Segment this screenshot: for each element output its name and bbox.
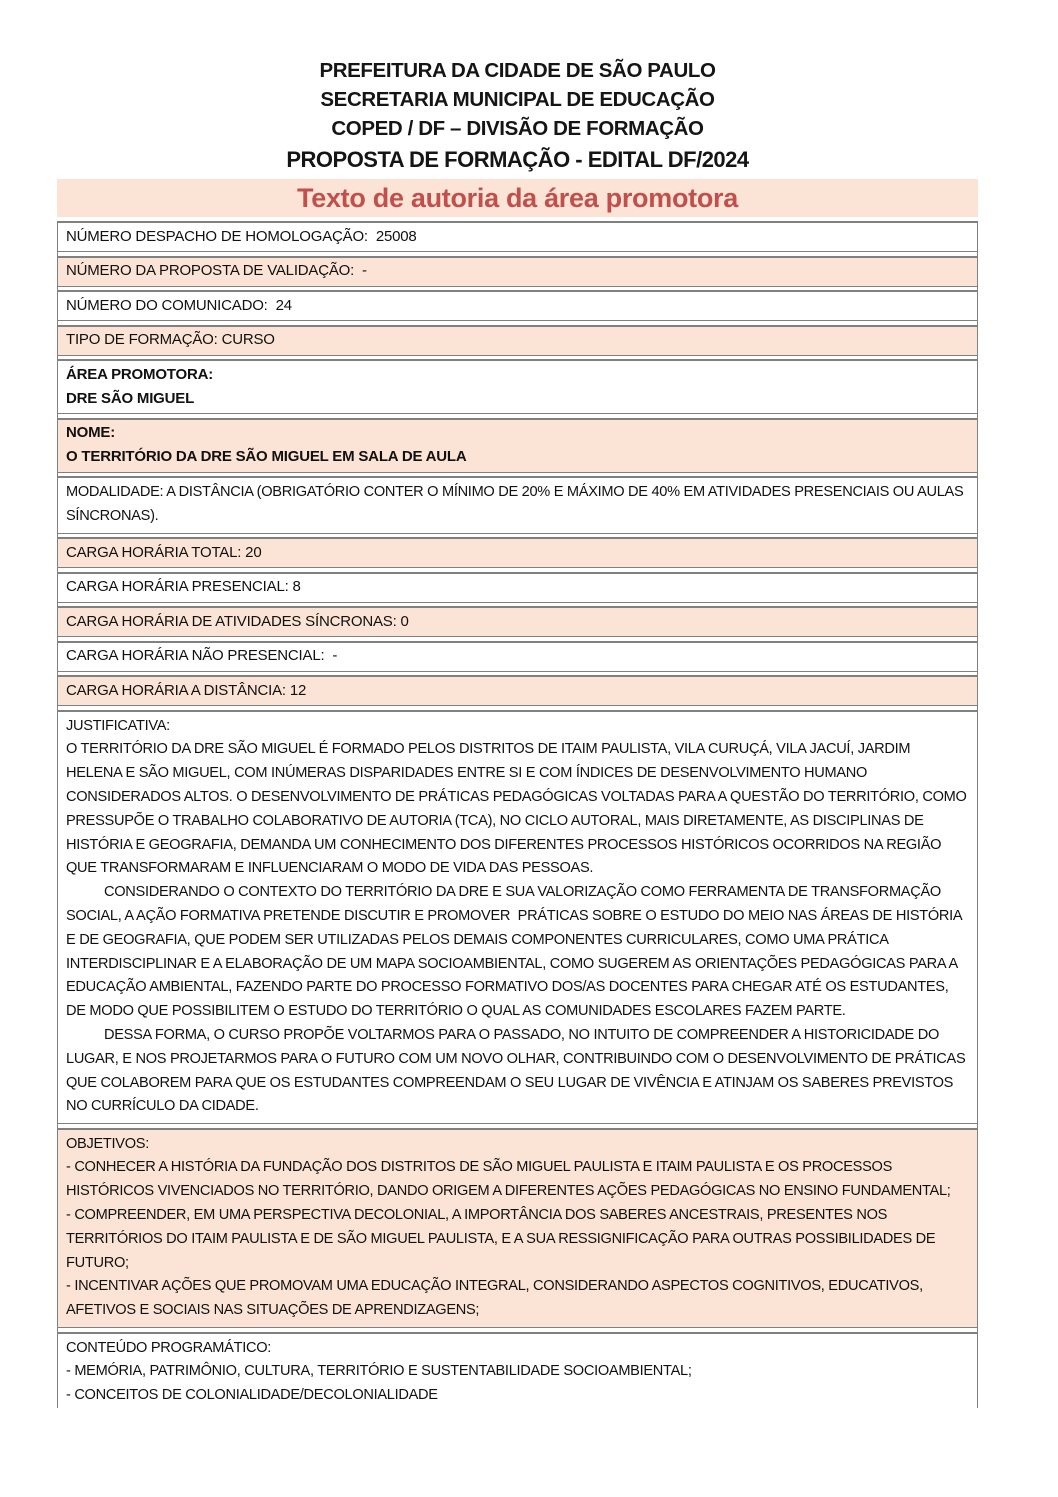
row-text: JUSTIFICATIVA: (66, 717, 170, 734)
table-row (57, 418, 978, 473)
row-text: CARGA HORÁRIA NÃO PRESENCIAL: - (66, 647, 338, 665)
header-line-coped: COPED / DF – DIVISÃO DE FORMAÇÃO (331, 117, 704, 140)
banner-title: Texto de autoria da área promotora (57, 179, 978, 217)
row-text: CARGA HORÁRIA A DISTÂNCIA: 12 (66, 681, 307, 699)
table-row (57, 1332, 978, 1408)
row-text: CARGA HORÁRIA TOTAL: 20 (66, 543, 262, 561)
row-text: OBJETIVOS: (66, 1135, 149, 1152)
row-text: O TERRITÓRIO DA DRE SÃO MIGUEL É FORMADO PELOS DISTRITOS DE ITAIM PAULISTA, VILA CURUÇÁ, VILA JACUÍ, JARDIM HELENA E SÃO MIGUEL, COM INÚMERAS DISPARIDADES ENTRE SI E COM ÍNDICES DE DESENVOLVIMENTO HUMANO CONSIDERADOS ALTOS. O DESENVOLVIMENTO DE PRÁTICAS PEDAGÓGICAS VOLTADAS PARA A QUESTÃO DO TERRITÓRIO, COMO PRESSUPÕE O TRABALHO COLABORATIVO DE AUTORIA (TCA), NO CICLO AUTORAL, MAIS DIRETAMENTE, AS DISCIPLINAS DE HISTÓRIA E GEOGRAFIA, DEMANDA UM CONHECIMENTO DOS DIFERENTES PROCESSOS HISTÓRICOS OCORRIDOS NA REGIÃO QUE TRANSFORMARAM E INFLUENCIARAM O MODO DE VIDA DAS PESSOAS. (66, 741, 971, 877)
row-text: NÚMERO DA PROPOSTA DE VALIDAÇÃO: - (66, 262, 367, 279)
row-text: - MEMÓRIA, PATRIMÔNIO, CULTURA, TERRITÓRIO E SUSTENTABILIDADE SOCIOAMBIENTAL; (66, 1363, 692, 1380)
table-row (57, 256, 978, 287)
row-text: O TERRITÓRIO DA DRE SÃO MIGUEL EM SALA DE AULA (66, 448, 467, 465)
table-row (57, 476, 978, 534)
row-text: MODALIDADE: A DISTÂNCIA (OBRIGATÓRIO CONTER O MÍNIMO DE 20% E MÁXIMO DE 40% EM ATIVIDADES PRESENCIAIS OU AULAS SÍNCRONAS). (66, 484, 968, 524)
row-text: DESSA FORMA, O CURSO PROPÕE VOLTARMOS PARA O PASSADO, NO INTUITO DE COMPREENDER A HISTORICIDADE DO LUGAR, E NOS PROJETARMOS PARA O FUTURO COM UM NOVO OLHAR, CONTRIBUINDO COM O DESENVOLVIMENTO DE PRÁTICAS QUE COLABOREM PARA QUE OS ESTUDANTES COMPREENDAM O SEU LUGAR DE VIVÊNCIA E ATINJAM OS SABERES PREVISTOS NO CURRÍCULO DA CIDADE. (66, 1026, 970, 1115)
row-text: DRE SÃO MIGUEL (66, 389, 195, 407)
row-text: TIPO DE FORMAÇÃO: CURSO (66, 331, 275, 348)
table-row (57, 290, 978, 321)
header-line-proposta: PROPOSTA DE FORMAÇÃO - EDITAL DF/2024 (286, 147, 749, 172)
table-row (57, 675, 978, 706)
table-row (57, 221, 978, 252)
header-line-secretaria: SECRETARIA MUNICIPAL DE EDUCAÇÃO (320, 88, 715, 111)
form-table (57, 221, 978, 1408)
row-text: NOME: (66, 424, 115, 441)
table-row (57, 641, 978, 672)
row-text: - CONHECER A HISTÓRIA DA FUNDAÇÃO DOS DISTRITOS DE SÃO MIGUEL PAULISTA E ITAIM PAULISTA E OS PROCESSOS HISTÓRICOS VIVENCIADOS NO TERRITÓRIO, DANDO ORIGEM A DIFERENTES AÇÕES PEDAGÓGICAS NO ENSINO FUNDAMENTAL; (66, 1159, 951, 1200)
row-text: CONSIDERANDO O CONTEXTO DO TERRITÓRIO DA DRE E SUA VALORIZAÇÃO COMO FERRAMENTA DE TRANSFORMAÇÃO SOCIAL, A AÇÃO FORMATIVA PRETENDE DISCUTIR E PROMOVER PRÁTICAS SOBRE O ESTUDO DO MEIO NAS ÁREAS DE HISTÓRIA E DE GEOGRAFIA, QUE PODEM SER UTILIZADAS PELOS DEMAIS COMPONENTES CURRICULARES, COMO UMA PRÁTICA INTERDISCIPLINAR E A ELABORAÇÃO DE UM MAPA SOCIOAMBIENTAL, COMO SUGEREM AS ORIENTAÇÕES PEDAGÓGICAS PARA A EDUCAÇÃO AMBIENTAL, FAZENDO PARTE DO PROCESSO FORMATIVO DOS/AS DOCENTES PARA CHEGAR ATÉ OS ESTUDANTES, DE MODO QUE POSSIBILITEM O ESTUDO DO TERRITÓRIO O QUAL AS COMUNIDADES ESCOLARES FAZEM PARTE. (66, 884, 966, 1020)
table-row (57, 1128, 978, 1328)
row-text: NÚMERO DESPACHO DE HOMOLOGAÇÃO: 25008 (66, 227, 417, 245)
row-text: ÁREA PROMOTORA: (66, 365, 214, 383)
table-row (57, 325, 978, 356)
table-row (57, 537, 978, 568)
table-row (57, 572, 978, 603)
row-text: CARGA HORÁRIA PRESENCIAL: 8 (66, 578, 301, 596)
row-text: CARGA HORÁRIA DE ATIVIDADES SÍNCRONAS: 0 (66, 612, 409, 630)
row-text: - INCENTIVAR AÇÕES QUE PROMOVAM UMA EDUCAÇÃO INTEGRAL, CONSIDERANDO ASPECTOS COGNITIVOS, EDUCATIVOS, AFETIVOS E SOCIAIS NAS SITUAÇÕES DE APRENDIZAGENS; (66, 1278, 926, 1319)
table-row (57, 359, 978, 414)
row-text: CONTEÚDO PROGRAMÁTICO: (66, 1339, 272, 1356)
row-text: - COMPREENDER, EM UMA PERSPECTIVA DECOLONIAL, A IMPORTÂNCIA DOS SABERES ANCESTRAIS, PRESENTES NOS TERRITÓRIOS DO ITAIM PAULISTA E DE SÃO MIGUEL PAULISTA, E A SUA RESSIGNIFICAÇÃO PARA OUTRAS POSSIBILIDADES DE FUTURO; (66, 1207, 940, 1271)
row-text: - CONCEITOS DE COLONIALIDADE/DECOLONIALIDADE (66, 1387, 438, 1404)
table-row (57, 606, 978, 637)
table-row (57, 710, 978, 1125)
header-line-prefeitura: PREFEITURA DA CIDADE DE SÃO PAULO (319, 59, 716, 82)
document-header (57, 56, 978, 176)
row-text: NÚMERO DO COMUNICADO: 24 (66, 296, 292, 314)
